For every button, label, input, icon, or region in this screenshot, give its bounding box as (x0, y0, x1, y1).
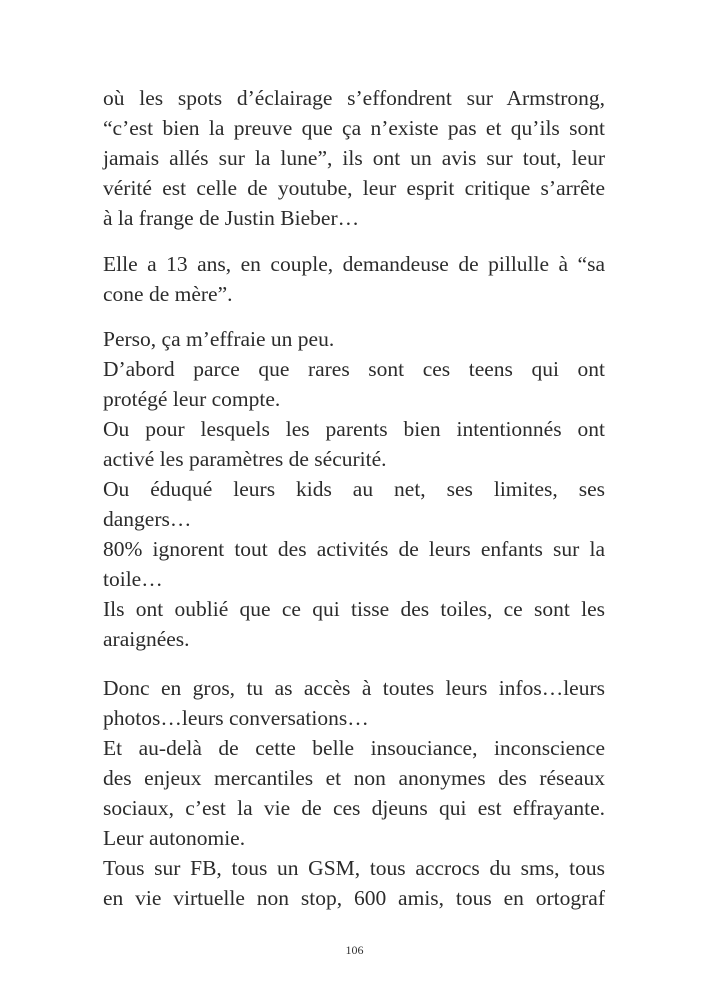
text-line: “c’est bien la preuve que ça n’existe pas et qu’ils sont (103, 116, 605, 140)
paragraph-2 (103, 249, 605, 309)
text-line: dangers… (103, 507, 192, 531)
text-line: Ils ont oublié que ce qui tisse des toiles, ce sont les (103, 597, 605, 621)
text-line: toile… (103, 567, 163, 591)
paragraph-3 (103, 324, 605, 654)
page-number: 106 (345, 943, 364, 957)
text-line: Et au-delà de cette belle insouciance, inconscience (103, 736, 605, 760)
text-line: 80% ignorent tout des activités de leurs enfants sur la (103, 537, 605, 561)
text-line: vérité est celle de youtube, leur esprit critique s’arrête (103, 176, 605, 200)
text-line: en vie virtuelle non stop, 600 amis, tous en ortograf (103, 886, 605, 910)
text-line: sociaux, c’est la vie de ces djeuns qui est effrayante. (103, 796, 605, 820)
text-line: Leur autonomie. (103, 826, 246, 850)
text-line: Elle a 13 ans, en couple, demandeuse de pillulle à “sa (103, 252, 605, 276)
text-line: jamais allés sur la lune”, ils ont un avis sur tout, leur (103, 146, 605, 170)
text-line: photos…leurs conversations… (103, 706, 369, 730)
text-line: des enjeux mercantiles et non anonymes des réseaux (103, 766, 605, 790)
text-line: Tous sur FB, tous un GSM, tous accrocs du sms, tous (103, 856, 605, 880)
text-line: protégé leur compte. (103, 387, 281, 411)
text-line: D’abord parce que rares sont ces teens qui ont (103, 357, 605, 381)
text-line: cone de mère”. (103, 282, 233, 306)
paragraph-4 (103, 673, 605, 913)
text-line: Perso, ça m’effraie un peu. (103, 327, 335, 351)
text-line: Donc en gros, tu as accès à toutes leurs infos…leurs (103, 676, 605, 700)
text-line: activé les paramètres de sécurité. (103, 447, 387, 471)
text-line: Ou éduqué leurs kids au net, ses limites, ses (103, 477, 605, 501)
text-line: araignées. (103, 627, 190, 651)
paragraph-1 (103, 83, 605, 233)
text-line: Ou pour lesquels les parents bien intentionnés ont (103, 417, 605, 441)
text-line: où les spots d’éclairage s’effondrent sur Armstrong, (103, 86, 605, 110)
text-line: à la frange de Justin Bieber… (103, 206, 360, 230)
